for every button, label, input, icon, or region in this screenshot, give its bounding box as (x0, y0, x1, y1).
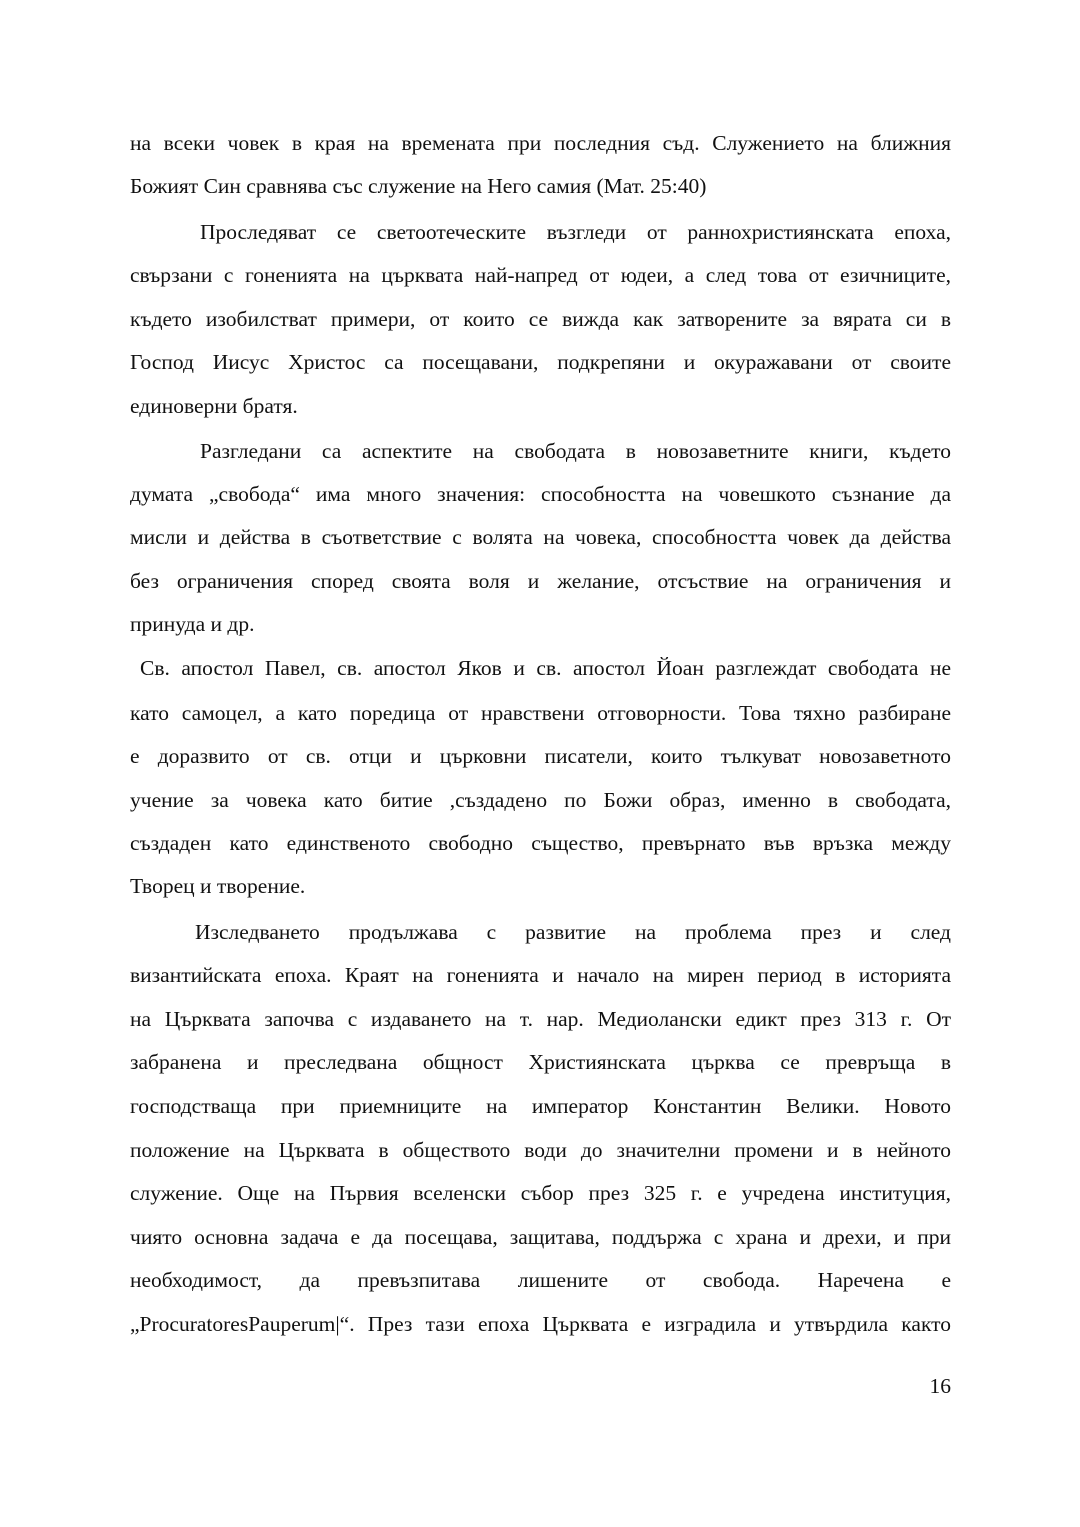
text-line: чиято основна задача е да посещава, защитава, поддържа с храна и дрехи, и при (130, 1225, 951, 1249)
text-line: византийската епоха. Краят на гоненията и начало на мирен период в историята (130, 963, 951, 987)
text-line: забранена и преследвана общност Християнската църква се превръща в (130, 1050, 951, 1074)
text-line: Божият Син сравнява със служение на Него самия (Мат. 25:40) (130, 174, 707, 198)
text-line: Творец и творение. (130, 874, 306, 898)
text-line: Разгледани са аспектите на свободата в новозаветните книги, където (200, 439, 951, 463)
page-number: 16 (929, 1374, 951, 1398)
text-line: където изобилстват примери, от които се вижда как затворените за вярата си в (130, 307, 951, 331)
text-line: на Църквата започва с издаването на т. нар. Медиолански едикт през 313 г. От (130, 1007, 951, 1031)
text-line: е доразвито от св. отци и църковни писатели, които тълкуват новозаветното (130, 744, 951, 768)
text-line: Господ Иисус Христос са посещавани, подкрепяни и окуражавани от своите (130, 350, 951, 374)
text-line: единоверни братя. (130, 394, 298, 418)
text-line: служение. Още на Първия вселенски събор през 325 г. е учредена институция, (130, 1181, 951, 1205)
text-line: думата „свобода“ има много значения: способността на човешкото съзнание да (130, 482, 951, 506)
text-line: Проследяват се светоотеческите възгледи от раннохристиянската епоха, (200, 220, 951, 244)
text-line: положение на Църквата в обществото води до значителни промени и в нейното (130, 1138, 951, 1162)
text-line: необходимост, да превъзпитава лишените от свобода. Наречена е (130, 1268, 951, 1292)
text-line: създаден като единственото свободно същество, превърнато във връзка между (130, 831, 951, 855)
text-line: мисли и действа в съответствие с волята на човека, способността човек да действа (130, 525, 951, 549)
text-line: „ProcuratoresPauperum|“. През тази епоха Църквата е изградила и утвърдила както (130, 1312, 951, 1336)
text-line: свързани с гоненията на църквата най-напред от юдеи, а след това от езичниците, (130, 263, 951, 287)
text-line: Изследването продължава с развитие на проблема през и след (195, 920, 951, 944)
text-line: Св. апостол Павел, св. апостол Яков и св. апостол Йоан разглеждат свободата не (140, 656, 951, 680)
text-line: принуда и др. (130, 612, 255, 636)
text-line: като самоцел, а като поредица от нравствени отговорности. Това тяхно разбиране (130, 701, 951, 725)
text-line: без ограничения според своята воля и желание, отсъствие на ограничения и (130, 569, 951, 593)
text-line: на всеки човек в края на времената при последния съд. Служението на ближния (130, 131, 951, 155)
text-line: учение за човека като битие ,създадено по Божи образ, именно в свободата, (130, 788, 951, 812)
text-line: господстваща при приемниците на император Константин Велики. Новото (130, 1094, 951, 1118)
